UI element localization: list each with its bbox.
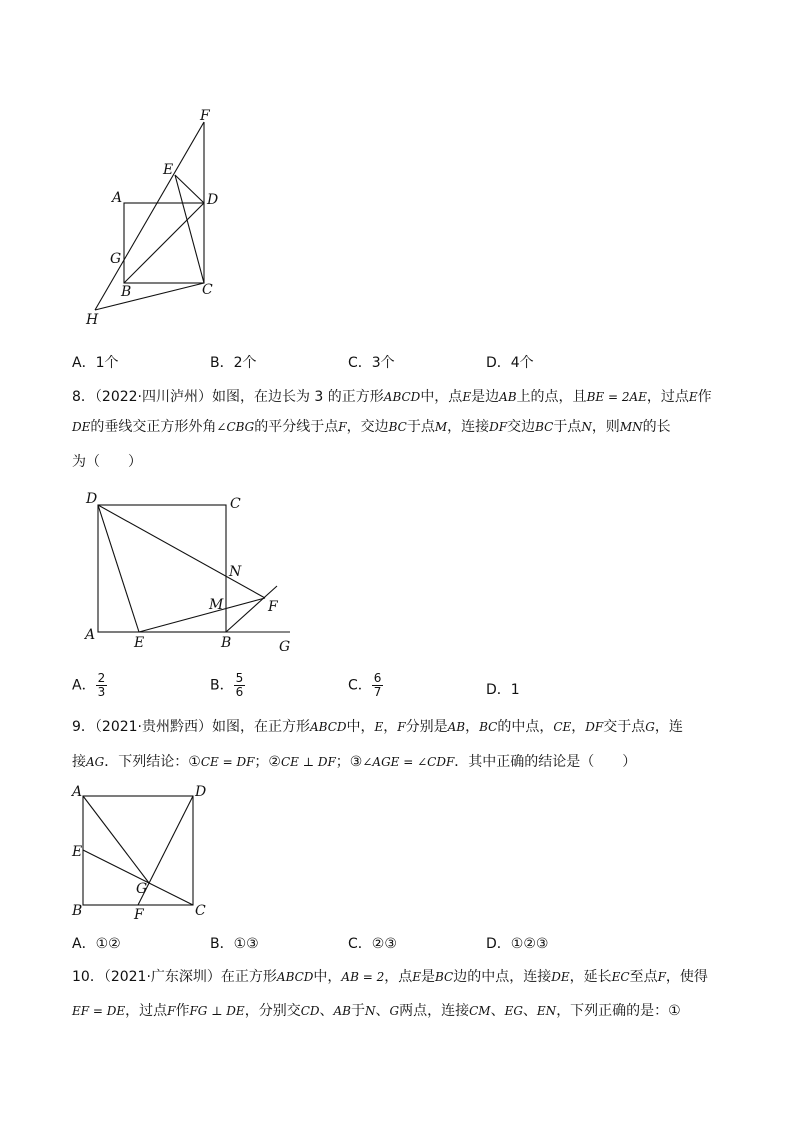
label-f: F [134, 907, 144, 922]
q10-line-2: EF = DE，过点F作FG ⊥ DE，分别交CD、AB于N、G两点，连接CM、EG、EN，下列正确的是：① [72, 1003, 681, 1019]
segment-ed [175, 175, 204, 203]
label-b: B [72, 903, 83, 919]
figure-q8-svg [78, 488, 298, 656]
q8-option-b[interactable]: B． $\frac{5}{6}$ [210, 671, 244, 699]
q9-line-1: 9．（2021·贵州黔西）如图，在正方形ABCD中，E，F分别是AB，BC的中点，CE，DF交于点G，连 [72, 719, 683, 735]
q9-line-2: 接AG．下列结论：①CE = DF；②CE ⊥ DF；③∠AGE = ∠CDF．其中正确的结论是（ ） [72, 754, 637, 770]
label-h: H [86, 312, 99, 328]
label-g: G [279, 639, 291, 655]
q9-option-d[interactable]: D．①②③ [486, 936, 549, 952]
figure-q9-svg [68, 782, 218, 922]
q7-option-a[interactable]: A．1个 [72, 355, 119, 371]
q7-option-c[interactable]: C．3个 [348, 355, 395, 371]
label-c: C [202, 282, 213, 298]
q9-option-c[interactable]: C．②③ [348, 936, 397, 952]
figure-q7-svg [78, 108, 228, 328]
label-e: E [134, 635, 145, 651]
fraction: $\frac{6}{7}$ [373, 671, 382, 699]
label-d: D [86, 491, 98, 507]
figure-q7 [78, 108, 228, 328]
figure-q8-lines [98, 505, 290, 632]
fraction: $\frac{5}{6}$ [235, 671, 244, 699]
label-n: N [229, 564, 242, 580]
q9-option-a[interactable]: A．①② [72, 936, 121, 952]
q8-option-c[interactable]: C． $\frac{6}{7}$ [348, 671, 382, 699]
label-c: C [230, 496, 241, 512]
segment-db [124, 203, 204, 283]
figure-q7-lines [95, 122, 204, 310]
label-a: A [112, 190, 123, 206]
segment-ag [83, 796, 149, 883]
label-e: E [163, 162, 174, 178]
segment-ec [175, 175, 204, 283]
segment-hc [95, 283, 204, 310]
q8-line-3: 为（ ） [72, 454, 142, 470]
segment-ef [139, 598, 265, 632]
label-f: F [200, 108, 210, 124]
q8-line-1: 8．（2022·四川泸州）如图，在边长为 3 的正方形ABCD中，点E是边AB上的点，且BE = 2AE，过点E作 [72, 389, 712, 405]
label-a: A [72, 784, 83, 800]
figure-q9 [68, 782, 218, 922]
label-a: A [85, 627, 96, 643]
q7-option-d[interactable]: D．4个 [486, 355, 534, 371]
q8-option-d[interactable]: D．1 [486, 682, 520, 698]
fraction: $\frac{2}{3}$ [97, 671, 106, 699]
label-b: B [121, 284, 132, 300]
q8-line-2: DE的垂线交正方形外角∠CBG的平分线于点F，交边BC于点M，连接DF交边BC于点N，则MN的长 [72, 419, 671, 435]
label-g: G [110, 251, 122, 267]
segment-fh [95, 122, 204, 310]
q7-option-b[interactable]: B．2个 [210, 355, 257, 371]
label-e: E [72, 844, 83, 860]
square-abcd [98, 505, 226, 632]
q8-option-a[interactable]: A． $\frac{2}{3}$ [72, 671, 106, 699]
label-d: D [207, 192, 219, 208]
label-c: C [195, 903, 206, 919]
label-g: G [136, 881, 148, 897]
label-f: F [268, 599, 278, 615]
label-d: D [195, 784, 207, 800]
q9-option-b[interactable]: B．①③ [210, 936, 259, 952]
label-b: B [221, 635, 232, 651]
q10-line-1: 10．（2021·广东深圳）在正方形ABCD中，AB = 2，点E是BC边的中点，连接DE，延长EC至点F，使得 [72, 969, 708, 985]
figure-q8 [78, 488, 298, 656]
label-m: M [209, 597, 224, 613]
